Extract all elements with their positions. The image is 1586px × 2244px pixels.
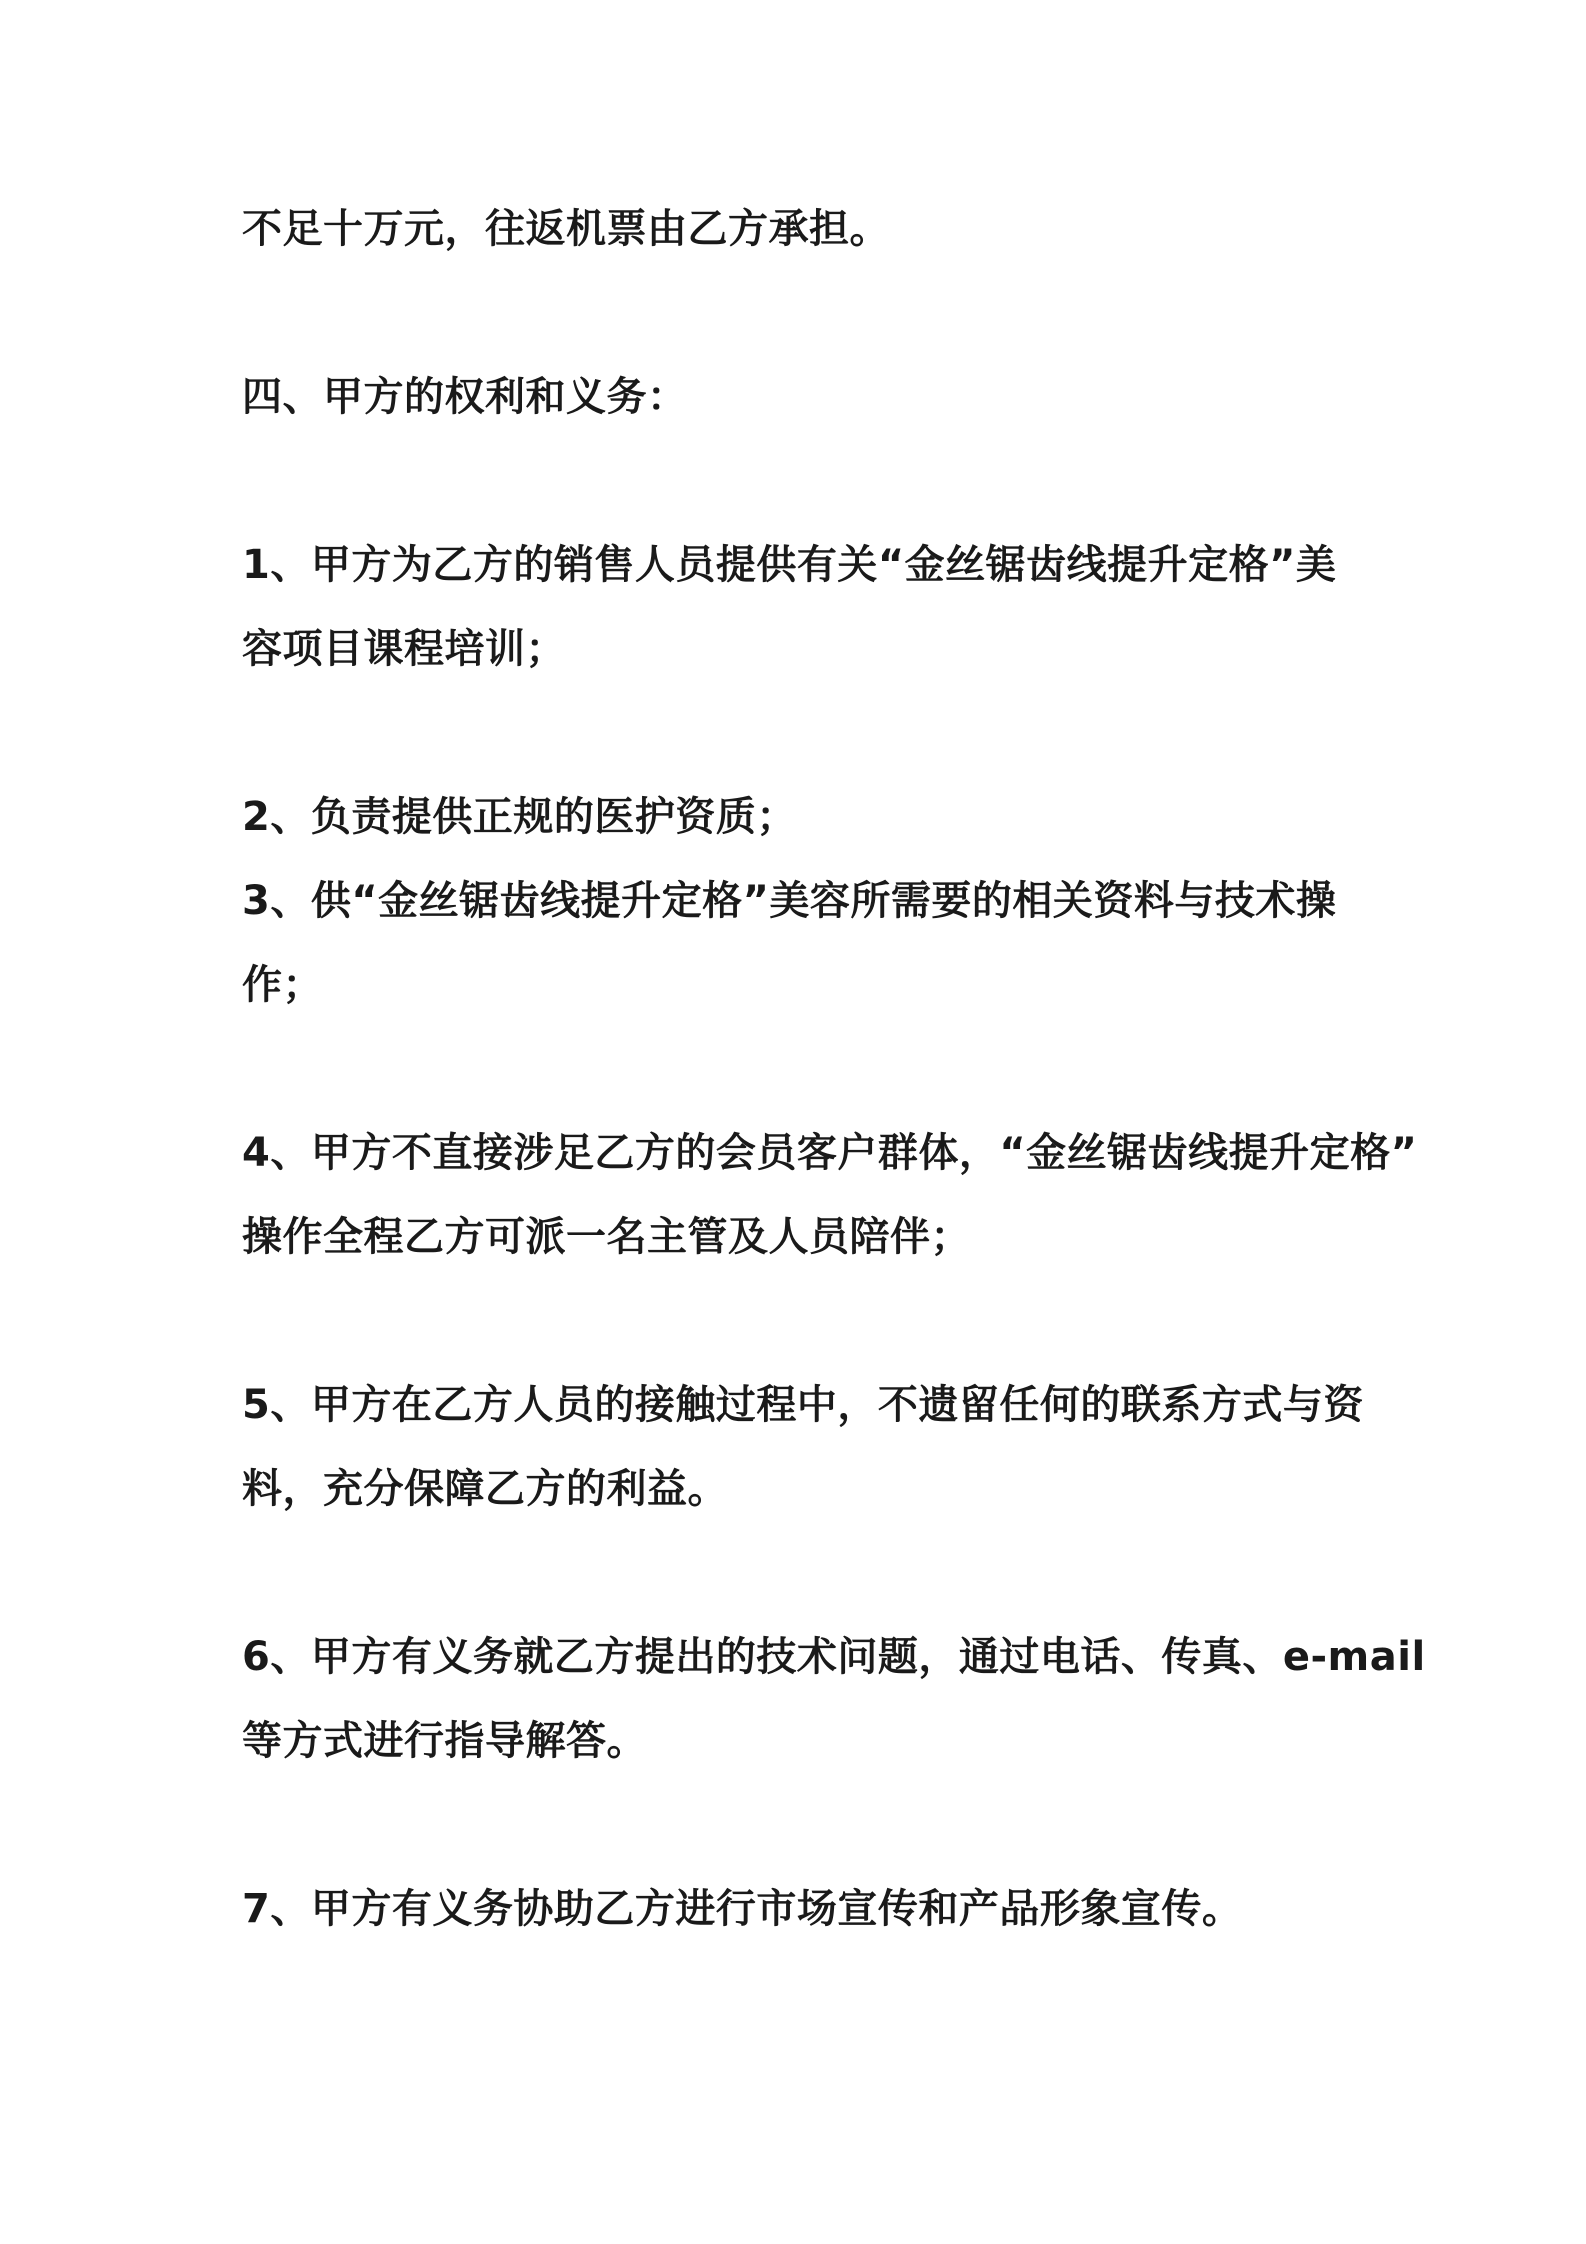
- clause-2: 2、负责提供正规的医护资质；: [242, 794, 797, 840]
- clause-5-line-1: 5、甲方在乙方人员的接触过程中，不遗留任何的联系方式与资: [242, 1382, 1364, 1428]
- clause-6-line-1: 6、甲方有义务就乙方提出的技术问题，通过电话、传真、e-mail: [242, 1634, 1426, 1680]
- text-line-1: 不足十万元，往返机票由乙方承担。: [242, 206, 890, 252]
- clause-4-line-1: 4、甲方不直接涉足乙方的会员客户群体，“金丝锯齿线提升定格”: [242, 1130, 1418, 1176]
- section-heading-4: 四、甲方的权利和义务：: [242, 374, 688, 420]
- clause-4-line-2: 操作全程乙方可派一名主管及人员陪伴；: [242, 1214, 971, 1260]
- clause-5-line-2: 料，充分保障乙方的利益。: [242, 1466, 728, 1512]
- clause-6-line-2: 等方式进行指导解答。: [242, 1718, 647, 1764]
- clause-7: 7、甲方有义务协助乙方进行市场宣传和产品形象宣传。: [242, 1886, 1243, 1932]
- clause-3-line-2: 作；: [242, 962, 323, 1008]
- clause-3-line-1: 3、供“金丝锯齿线提升定格”美容所需要的相关资料与技术操: [242, 878, 1337, 924]
- clause-1-line-2: 容项目课程培训；: [242, 626, 566, 672]
- clause-1-line-1: 1、甲方为乙方的销售人员提供有关“金丝锯齿线提升定格”美: [242, 542, 1337, 588]
